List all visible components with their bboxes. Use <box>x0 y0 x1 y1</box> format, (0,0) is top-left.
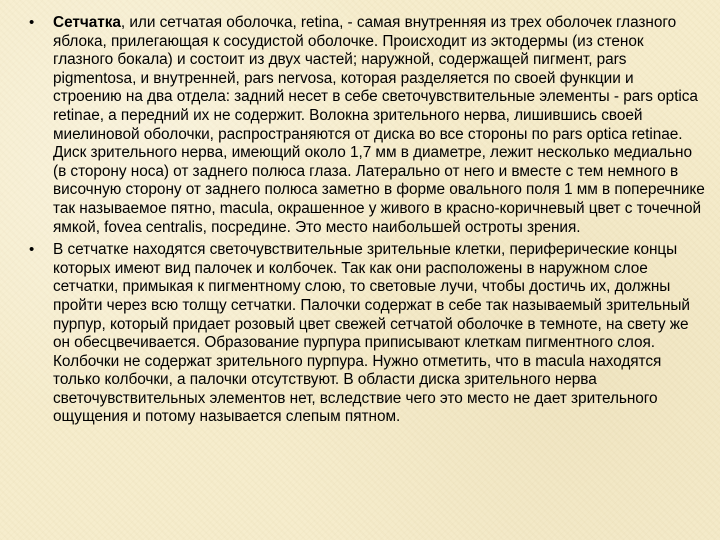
paragraph-text: , или сетчатая оболочка, retina, - самая внутренняя из трех оболочек глазного яблока, прилегающая к сосудистой оболочке. Происходит из эктодермы (из стенок глазного бокала) и состоит из двух частей; наружной, содержащей пигмент, pars pigmentosa, и внутренней, pars nervosa, которая разделяется по своей функции и строению на два отдела: задний несет в себе светочувствительные элементы - pars optica retinae, а передний их не содержит. Волокна зрительного нерва, лишившись своей миелиновой оболочки, распространяются от диска во все стороны по pars optica retinae. Диск зрительного нерва, имеющий около 1,7 мм в диаметре, лежит несколько медиально (в сторону носа) от заднего полюса глаза. Латерально от него и вместе с тем немного в височную сторону от заднего полюса заметно в форме овального поля 1 мм в поперечнике так называемое пятно, macula, окрашенное у живого в красно-коричневый цвет с точечной ямкой, fovea centralis, посредине. Это место наибольшей остроты зрения. <box>53 14 705 236</box>
term-retina-bold: Сетчатка <box>53 14 121 31</box>
bullet-list <box>26 14 706 431</box>
bullet-paragraph-retina-definition <box>26 14 706 237</box>
paragraph-text: В сетчатке находятся светочувствительные зрительные клетки, периферические концы которых имеют вид палочек и колбочек. Так как они расположены в наружном слое сетчатки, примыкая к пигментному слою, то световые лучи, чтобы достичь их, должны пройти через всю толщу сетчатки. Палочки содержат в себе так называемый зрительный пурпур, который придает розовый цвет свежей сетчатой оболочке в темноте, на свету же он обесцвечивается. Образование пурпура приписывают клеткам пигментного слоя. Колбочки не содержат зрительного пурпура. Нужно отметить, что в macula находятся только колбочки, а палочки отсутствуют. В области диска зрительного нерва светочувствительных элементов нет, вследствие чего это место не дает зрительного ощущения и потому называется слепым пятном. <box>53 241 690 426</box>
bullet-paragraph-photoreceptors <box>26 241 706 427</box>
bullet-dot-icon: • <box>29 241 35 259</box>
bullet-dot-icon: • <box>29 14 35 31</box>
